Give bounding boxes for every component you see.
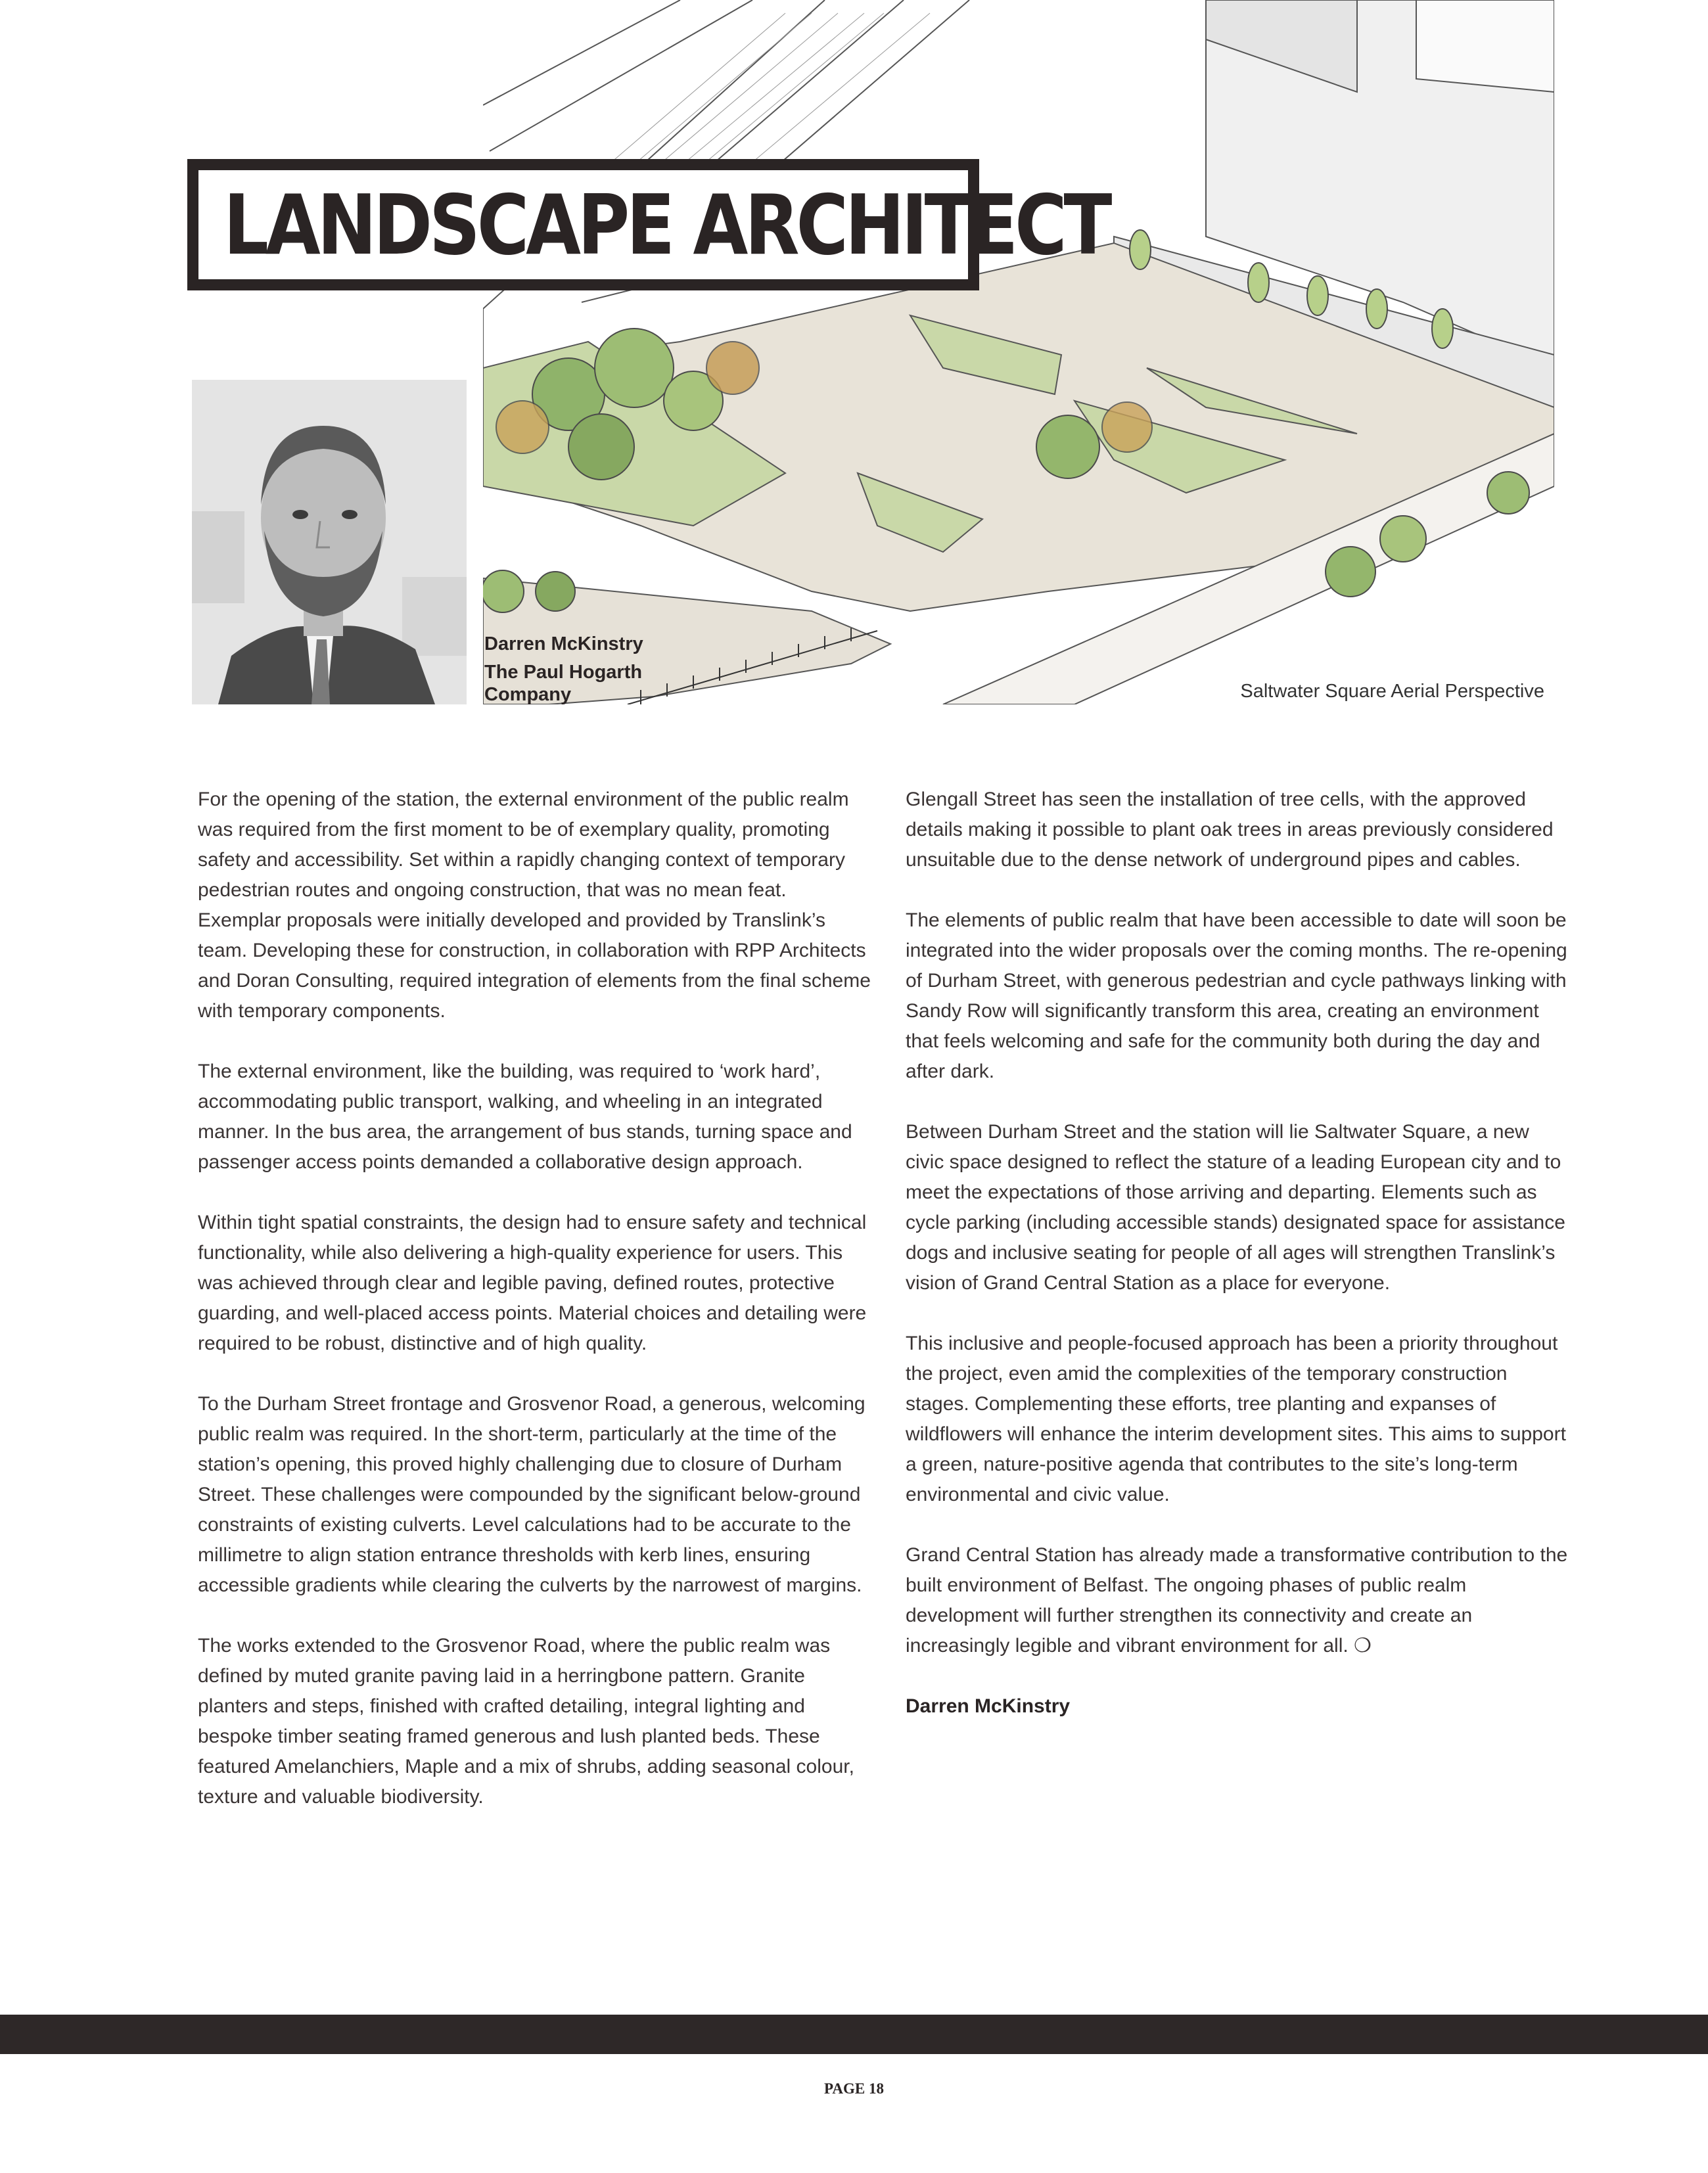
aerial-perspective-illustration (483, 0, 1554, 704)
author-company-line2: Company (484, 684, 572, 705)
paragraph: Grand Central Station has already made a transformative contribution to the built environment of Belfast. The ongoing phases of public realm development will further strengthen its connectivity and create an increasingly legible and vibrant environment for all. ❍ (906, 1544, 1568, 1657)
portrait-photo (192, 380, 467, 704)
illustration-caption: Saltwater Square Aerial Perspective (1240, 681, 1544, 702)
author-name: Darren McKinstry (484, 633, 643, 654)
paragraph: Between Durham Street and the station will lie Saltwater Square, a new civic space designed to reflect the stature of a leading European city and to meet the expectations of those arriving and departing. Elements such as cycle parking (including accessible stands) designated space for assistance dogs and inclusive seating for people of all ages will strengthen Translink’s vision of Grand Central Station as a place for everyone. (906, 1121, 1565, 1294)
article-right-column (906, 785, 1569, 1752)
paragraph: This inclusive and people-focused approach has been a priority throughout the project, even amid the complexities of the temporary construction stages. Complementing these efforts, tree planting and expanses of wildflowers will enhance the interim development sites. This aims to support a green, nature-positive agenda that contributes to the site’s long-term environmental and civic value. (906, 1333, 1566, 1505)
paragraph: Within tight spatial constraints, the design had to ensure safety and technical functionality, while also delivering a high-quality experience for users. This was achieved through clear and legible paving, defined routes, protective guarding, and well-placed access points. Material choices and detailing were required to be robust, distinctive and of high quality. (198, 1212, 867, 1354)
page-title: LANDSCAPE ARCHITECT (223, 176, 1109, 273)
paragraph: The works extended to the Grosvenor Road, where the public realm was defined by muted granite paving laid in a herringbone pattern. Granite planters and steps, finished with crafted detailing, integral lighting and bespoke timber seating framed generous and lush planted beds. These featured Amelanchiers, Maple and a mix of shrubs, adding seasonal colour, texture and valuable biodiversity. (198, 1635, 854, 1808)
paragraph: The elements of public realm that have been accessible to date will soon be integrated into the wider proposals over the coming months. The re-opening of Durham Street, with generous pedestrian and cycle pathways linking with Sandy Row will significantly transform this area, creating an environment that feels welcoming and safe for the community both during the day and after dark. (906, 909, 1567, 1082)
page-number: PAGE 18 (824, 2080, 884, 2097)
paragraph: The external environment, like the building, was required to ‘work hard’, accommodating public transport, walking, and wheeling in an integrated manner. In the bus area, the arrangement of bus stands, turning space and passenger access points demanded a collaborative design approach. (198, 1061, 852, 1173)
author-company-line1: The Paul Hogarth (484, 662, 643, 683)
paragraph: To the Durham Street frontage and Grosvenor Road, a generous, welcoming public realm was required. In the short-term, particularly at the time of the station’s opening, this proved highly challenging due to closure of Durham Street. These challenges were compounded by the significant below-ground constraints of existing culverts. Level calculations had to be accurate to the millimetre to align station entrance thresholds with kerb lines, ensuring accessible gradients while clearing the culverts by the narrowest of margins. (198, 1393, 866, 1596)
paragraph: For the opening of the station, the external environment of the public realm was required from the first moment to be of exemplary quality, promoting safety and accessibility. Set within a rapidly changing context of temporary pedestrian routes and ongoing construction, that was no mean feat. Exemplar proposals were initially developed and provided by Translink’s team. Developing these for construction, in collaboration with RPP Architects and Doran Consulting, required integration of elements from the final scheme with temporary components. (198, 789, 871, 1022)
paragraph: Glengall Street has seen the installation of tree cells, with the approved details making it possible to plant oak trees in areas previously considered unsuitable due to the dense network of underground pipes and cables. (906, 789, 1554, 871)
title-box (187, 159, 1109, 290)
footer-bar (0, 2015, 1708, 2054)
article-left-column (198, 785, 875, 1842)
author-signature: Darren McKinstry (906, 1695, 1071, 1717)
